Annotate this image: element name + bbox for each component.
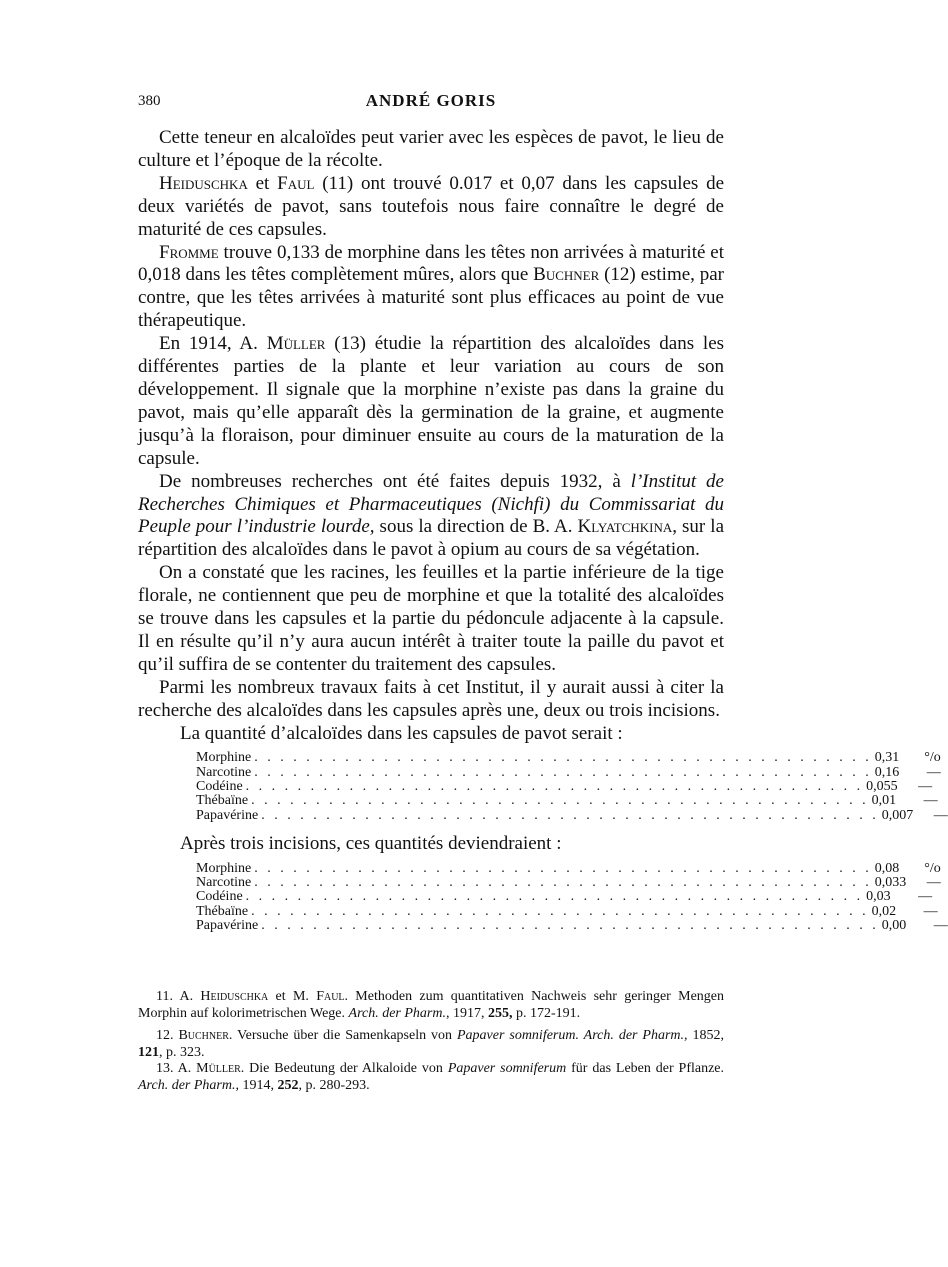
- author-name: Faul: [316, 989, 345, 1004]
- author-name: Faul: [277, 172, 315, 194]
- alkaloid-value: 0,055: [866, 779, 898, 795]
- text-run: , sur la répartition des alcaloïdes dans le pavot à opium au cours de sa végétation.: [138, 516, 724, 561]
- text-run: . Die Bedeutung der Alkaloide von: [240, 1061, 448, 1077]
- alkaloid-name: Papavérine: [196, 918, 259, 934]
- paragraph: [138, 333, 724, 470]
- author-name: Müller: [196, 1061, 241, 1077]
- alkaloid-value: 0,16: [874, 764, 900, 780]
- dot-leader: . . . . . . . . . . . . . . . . . . . . . . . . . . . . . . . . . . . . . . . . . . . . . . . .: [251, 903, 869, 919]
- unit: —: [926, 875, 941, 891]
- footnote-number: 13. A.: [156, 1061, 197, 1077]
- alkaloid-value: 0,00: [881, 918, 907, 934]
- species-journal: Papaver somniferum. Arch. der Pharm.: [457, 1028, 685, 1044]
- alkaloid-value: 0,31: [874, 750, 900, 766]
- text-run: sous la direction de B. A.: [374, 516, 578, 538]
- species-name: Papaver somniferum: [447, 1061, 567, 1077]
- alkaloid-name: Codéine: [196, 889, 243, 905]
- paragraph: On a constaté que les racines, les feuilles et la partie inférieure de la tige florale, ne contiennent que peu de morphine et que la totalité des alcaloïdes se trouve dans les capsules et la partie du pédoncule adjacente à la capsule. Il en résulte qu’il n’y aura aucun intérêt à traiter toute la paille du pavot et qu’il suffira de se contenter du traitement des capsules.: [138, 562, 724, 675]
- alkaloid-value: 0,007: [881, 807, 914, 823]
- author-name: Buchner: [178, 1028, 229, 1044]
- text-run: En 1914, A.: [159, 333, 267, 355]
- volume-number: 121: [138, 1044, 159, 1060]
- table-row: [196, 875, 941, 891]
- author-name: Müller: [266, 333, 326, 355]
- dot-leader: . . . . . . . . . . . . . . . . . . . . . . . . . . . . . . . . . . . . . . . . . . . . . . . .: [254, 860, 872, 876]
- author-name: Heiduschka: [200, 989, 269, 1004]
- reference-marker: (13): [334, 333, 366, 355]
- unit: —: [923, 793, 938, 809]
- alkaloid-name: Morphine: [196, 750, 252, 766]
- institute-name: l’Institut de Recherches Chimiques et Pharmaceutiques (Nichfi) du Commissariat du Peuple pour l’industrie lourde,: [138, 470, 724, 538]
- volume-number: 252: [277, 1077, 299, 1093]
- footnote-number: 11. A.: [156, 989, 201, 1004]
- page-header: [138, 93, 724, 117]
- footnote-number: 12.: [156, 1028, 179, 1044]
- text-run: et: [247, 172, 278, 194]
- alkaloid-name: Morphine: [196, 860, 252, 876]
- table-row: [196, 750, 941, 766]
- volume-number: 255,: [487, 1005, 513, 1021]
- dot-leader: . . . . . . . . . . . . . . . . . . . . . . . . . . . . . . . . . . . . . . . . . . . . . . . .: [254, 750, 872, 766]
- author-name: Heiduschka: [159, 172, 248, 194]
- reference-marker: (12): [604, 264, 636, 286]
- footnote-11: [138, 989, 724, 1022]
- author-name: Buchner: [533, 264, 600, 286]
- unit: °/o: [924, 860, 941, 876]
- reference-marker: (11): [322, 172, 354, 194]
- text-run: , p. 323.: [159, 1044, 205, 1060]
- paragraph: Cette teneur en alcaloïdes peut varier avec les espèces de pavot, le lieu de culture et l’époque de la récolte.: [138, 127, 724, 171]
- dot-leader: . . . . . . . . . . . . . . . . . . . . . . . . . . . . . . . . . . . . . . . . . . . . . . . .: [261, 918, 879, 934]
- journal-name: Arch. der Pharm.: [348, 1005, 446, 1021]
- unit: —: [926, 764, 941, 780]
- alkaloid-name: Narcotine: [196, 875, 252, 891]
- alkaloid-table-after: [196, 860, 948, 934]
- text-run: estime, par contre, que les têtes arrivées à maturité sont plus efficaces au point de vue thérapeutique.: [138, 264, 724, 332]
- table-row: [196, 918, 948, 934]
- footnote-13: [138, 1061, 724, 1094]
- alkaloid-name: Narcotine: [196, 764, 252, 780]
- journal-name: Arch. der Pharm.: [138, 1077, 236, 1093]
- table-row: [196, 903, 938, 919]
- alkaloid-name: Thébaïne: [196, 793, 249, 809]
- paragraph: [138, 173, 724, 242]
- unit: °/o: [924, 750, 941, 766]
- text-run: p. 172-191.: [512, 1005, 581, 1021]
- text-run: . Versuche über die Samenkapseln von: [228, 1028, 457, 1044]
- text-run: De nombreuses recherches ont été faites depuis 1932, à: [159, 470, 631, 492]
- text-run: , p. 280-293.: [298, 1077, 370, 1093]
- text-run: et M.: [268, 989, 317, 1004]
- dot-leader: . . . . . . . . . . . . . . . . . . . . . . . . . . . . . . . . . . . . . . . . . . . . . . . .: [261, 807, 879, 823]
- text-run: trouve 0,133 de morphine dans les têtes non arrivées à maturité et 0,018 dans les têtes complètement mûres, alors que: [138, 241, 724, 286]
- alkaloid-name: Papavérine: [196, 807, 259, 823]
- paragraph: Parmi les nombreux travaux faits à cet Institut, il y aurait aussi à citer la recherche des alcaloïdes dans les capsules après une, deux ou trois incisions.: [138, 676, 724, 721]
- table-row: [196, 860, 941, 876]
- unit: —: [933, 807, 948, 823]
- dot-leader: . . . . . . . . . . . . . . . . . . . . . . . . . . . . . . . . . . . . . . . . . . . . . . . .: [245, 889, 864, 905]
- unit: —: [933, 918, 948, 934]
- table-row: [196, 807, 948, 823]
- text-run: , 1852,: [684, 1028, 724, 1044]
- alkaloid-value: 0,02: [871, 903, 897, 919]
- table-row: [196, 889, 933, 905]
- alkaloid-value: 0,033: [874, 875, 907, 891]
- unit: —: [923, 903, 938, 919]
- table-intro: La quantité d’alcaloïdes dans les capsules de pavot serait :: [180, 722, 623, 744]
- table-row: [196, 779, 933, 795]
- unit: —: [918, 889, 933, 905]
- dot-leader: . . . . . . . . . . . . . . . . . . . . . . . . . . . . . . . . . . . . . . . . . . . . . . . .: [254, 764, 872, 780]
- alkaloid-name: Codéine: [196, 779, 243, 795]
- alkaloid-value: 0,08: [874, 860, 900, 876]
- running-title: ANDRÉ GORIS: [365, 91, 497, 110]
- table-row: [196, 793, 938, 809]
- dot-leader: . . . . . . . . . . . . . . . . . . . . . . . . . . . . . . . . . . . . . . . . . . . . . . . .: [245, 779, 864, 795]
- text-run: für das Leben der Pflanze.: [566, 1061, 725, 1077]
- alkaloid-name: Thébaïne: [196, 903, 249, 919]
- text-run: étudie la répartition des alcaloïdes dans les différentes parties de la plante et leur variation au cours de son développement. Il signale que la morphine n’existe pas dans la graine du pavot, mais qu’elle apparaît dès la germination de la graine, et augmente jusqu’à la floraison, pour diminuer ensuite au cours de la maturation de la capsule.: [138, 333, 725, 469]
- paragraph: [138, 242, 724, 334]
- table-row: [196, 764, 941, 780]
- text-run: . Methoden zum quantitativen Nachweis sehr geringer Mengen Morphin auf kolorimetrischen Wege.: [138, 989, 724, 1021]
- text-run: , 1917,: [445, 1005, 488, 1021]
- table-intro: Après trois incisions, ces quantités deviendraient :: [180, 832, 562, 854]
- alkaloid-value: 0,03: [866, 889, 891, 905]
- footnotes: [138, 989, 724, 1095]
- dot-leader: . . . . . . . . . . . . . . . . . . . . . . . . . . . . . . . . . . . . . . . . . . . . . . . .: [251, 793, 869, 809]
- author-name: Fromme: [159, 241, 219, 263]
- dot-leader: . . . . . . . . . . . . . . . . . . . . . . . . . . . . . . . . . . . . . . . . . . . . . . . .: [254, 875, 872, 891]
- alkaloid-table-before: [196, 750, 948, 823]
- unit: —: [918, 779, 933, 795]
- author-name: Klyatchkina: [577, 516, 673, 538]
- text-run: , 1914,: [235, 1077, 278, 1093]
- text-run: ont trouvé 0.017 et 0,07 dans les capsules de deux variétés de pavot, sans toutefois nous faire connaître le degré de maturité de ces capsules.: [138, 172, 725, 240]
- main-text: [138, 127, 948, 943]
- alkaloid-value: 0,01: [871, 793, 897, 809]
- footnote-12: [138, 1028, 724, 1061]
- page-number: 380: [138, 93, 161, 109]
- paragraph: [138, 471, 724, 563]
